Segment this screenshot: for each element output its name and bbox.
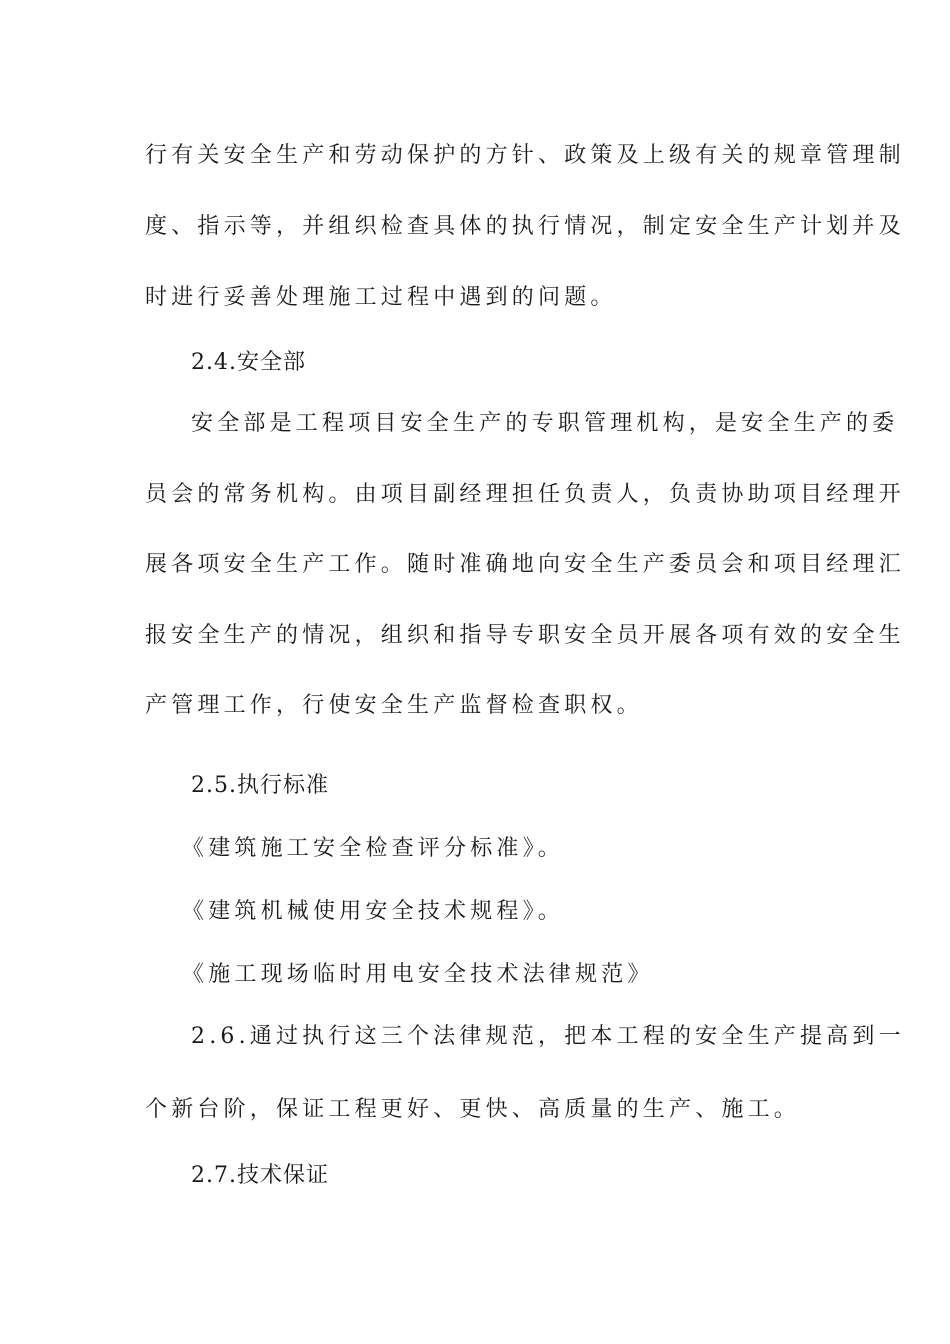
paragraph-line: 度、指示等，并组织检查具体的执行情况，制定安全生产计划并及 — [145, 214, 905, 239]
section-heading-2-7: 2.7.技术保证 — [191, 1163, 329, 1188]
paragraph-line: 行有关安全生产和劳动保护的方针、政策及上级有关的规章管理制 — [145, 143, 905, 168]
paragraph-line: 报安全生产的情况，组织和指导专职安全员开展各项有效的安全生 — [145, 623, 905, 648]
section-heading-2-4: 2.4.安全部 — [191, 350, 306, 375]
section-heading-2-6: 2.6.通过执行这三个法律规范，把本工程的安全生产提高到一 — [191, 1024, 905, 1049]
standard-item: 《建筑施工安全检查评分标准》。 — [182, 836, 565, 861]
standard-item: 《施工现场临时用电安全技术法律规范》 — [182, 962, 654, 987]
paragraph-line: 个新台阶，保证工程更好、更快、高质量的生产、施工。 — [145, 1097, 801, 1122]
paragraph-line: 员会的常务机构。由项目副经理担任负责人，负责协助项目经理开 — [145, 482, 905, 507]
section-heading-2-5: 2.5.执行标准 — [191, 773, 329, 798]
paragraph-line: 产管理工作，行使安全生产监督检查职权。 — [145, 693, 643, 718]
paragraph-line: 时进行妥善处理施工过程中遇到的问题。 — [145, 285, 617, 310]
paragraph-line: 展各项安全生产工作。随时准确地向安全生产委员会和项目经理汇 — [145, 552, 905, 577]
paragraph-line: 安全部是工程项目安全生产的专职管理机构，是安全生产的委 — [191, 411, 899, 436]
standard-item: 《建筑机械使用安全技术规程》。 — [182, 899, 565, 924]
